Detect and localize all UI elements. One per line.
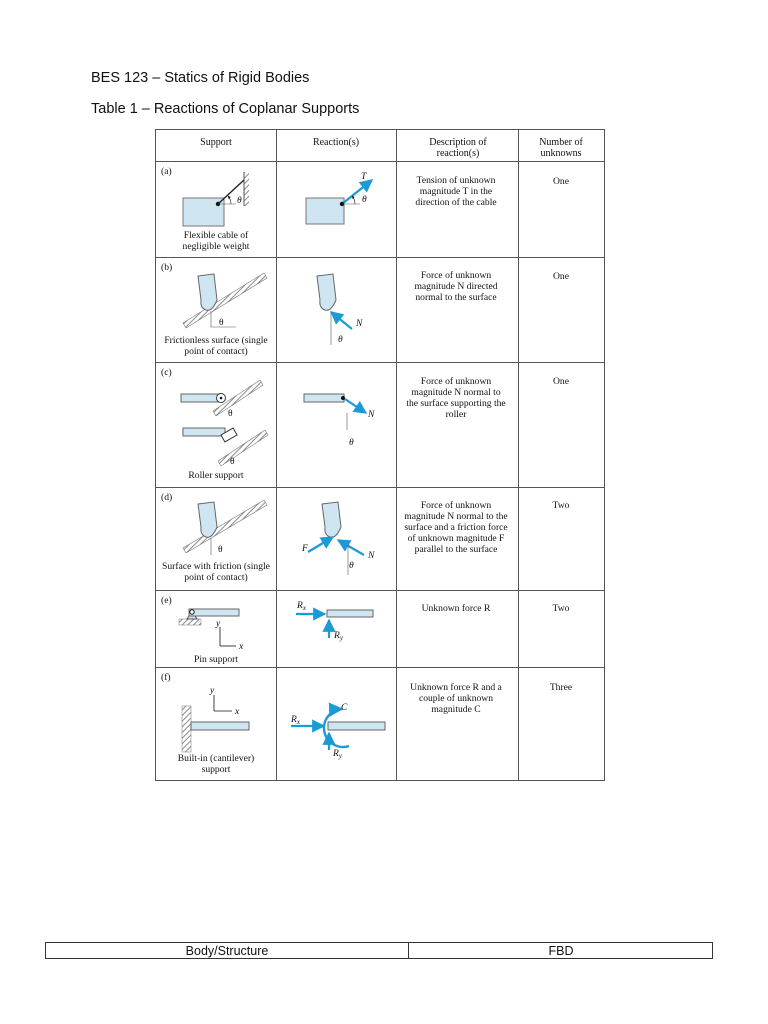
theta-label: θ bbox=[349, 561, 354, 571]
body-structure-header: Body/Structure bbox=[185, 944, 269, 958]
support-label: Roller support bbox=[188, 470, 244, 481]
theta-label: θ bbox=[237, 196, 242, 206]
frictionless-surface-figure bbox=[183, 273, 267, 328]
header-unknowns: Number of unknowns bbox=[539, 137, 583, 159]
couple-label: C bbox=[341, 703, 348, 713]
reaction-description: Force of unknown magnitude N normal to the surface and a friction force of unknown magnitude F parallel to the surface bbox=[404, 500, 508, 555]
x-axis-label: x bbox=[235, 707, 240, 717]
roller-support-figure bbox=[181, 380, 268, 467]
normal-force-label: N bbox=[368, 410, 375, 420]
unknowns-count: Two bbox=[552, 603, 570, 614]
table-title: Table 1 – Reactions of Coplanar Supports bbox=[91, 101, 360, 117]
friction-reaction-figure bbox=[301, 502, 375, 575]
support-label: Frictionless surface (single point of contact) bbox=[164, 335, 268, 357]
y-axis-label: y bbox=[216, 619, 221, 629]
unknowns-count: Two bbox=[552, 500, 570, 511]
support-label: Pin support bbox=[194, 654, 238, 665]
support-label: Flexible cable of negligible weight bbox=[182, 230, 250, 252]
theta-label: θ bbox=[338, 335, 343, 345]
row-letter: (f) bbox=[161, 672, 171, 683]
row-letter: (a) bbox=[161, 166, 172, 177]
fbd-header: FBD bbox=[548, 944, 574, 958]
unknowns-count: One bbox=[553, 271, 569, 282]
unknowns-count: One bbox=[553, 176, 569, 187]
support-label: Built-in (cantilever) support bbox=[177, 753, 255, 775]
unknowns-count: Three bbox=[549, 682, 573, 693]
reaction-description: Unknown force R bbox=[421, 603, 491, 614]
y-axis-label: y bbox=[210, 686, 215, 696]
pin-reaction-figure bbox=[296, 601, 373, 642]
reaction-description: Force of unknown magnitude N normal to the surface supporting the roller bbox=[406, 376, 506, 420]
rx-label: $R_x$ bbox=[291, 715, 300, 726]
theta-label: θ bbox=[228, 409, 233, 419]
reaction-description: Unknown force R and a couple of unknown magnitude C bbox=[410, 682, 502, 715]
roller-reaction-figure bbox=[304, 394, 375, 448]
row-letter: (e) bbox=[161, 595, 172, 606]
cantilever-support-figure bbox=[182, 686, 249, 752]
friction-force-label: F bbox=[302, 544, 308, 554]
header-description: Description of reaction(s) bbox=[429, 137, 487, 159]
ry-subscript: y bbox=[338, 752, 342, 760]
pin-support-figure bbox=[179, 609, 244, 652]
normal-force-label: N bbox=[356, 319, 363, 329]
cable-reaction-figure bbox=[306, 172, 372, 224]
theta-label: θ bbox=[219, 318, 224, 328]
unknowns-count: One bbox=[553, 376, 569, 387]
row-letter: (b) bbox=[161, 262, 173, 273]
tension-label: T bbox=[361, 172, 367, 182]
fbd-table bbox=[45, 942, 713, 959]
document-title: BES 123 – Statics of Rigid Bodies bbox=[91, 70, 310, 86]
ry-label: $R_y$ bbox=[334, 631, 343, 642]
row-letter: (c) bbox=[161, 367, 172, 378]
rx-subscript: x bbox=[296, 718, 300, 726]
header-support: Support bbox=[200, 137, 232, 148]
theta-label: θ bbox=[362, 195, 367, 205]
reaction-description: Tension of unknown magnitude T in the direction of the cable bbox=[415, 175, 497, 208]
ry-subscript: y bbox=[339, 634, 343, 642]
support-figures bbox=[156, 130, 606, 782]
reactions-table bbox=[155, 129, 605, 781]
theta-label: θ bbox=[230, 457, 235, 467]
ry-label: $R_y$ bbox=[333, 749, 342, 760]
friction-surface-figure bbox=[183, 500, 267, 555]
header-reactions: Reaction(s) bbox=[312, 137, 360, 148]
rx-subscript: x bbox=[302, 604, 306, 612]
frictionless-reaction-figure bbox=[317, 274, 363, 345]
support-label: Surface with friction (single point of contact) bbox=[162, 561, 270, 583]
theta-label: θ bbox=[218, 545, 223, 555]
cantilever-reaction-figure bbox=[290, 703, 385, 760]
normal-force-label: N bbox=[368, 551, 375, 561]
x-axis-label: x bbox=[239, 642, 244, 652]
rx-label: $R_x$ bbox=[297, 601, 306, 612]
reaction-description: Force of unknown magnitude N directed normal to the surface bbox=[414, 270, 498, 303]
theta-label: θ bbox=[349, 438, 354, 448]
cable-support-figure bbox=[183, 172, 249, 226]
row-letter: (d) bbox=[161, 492, 173, 503]
